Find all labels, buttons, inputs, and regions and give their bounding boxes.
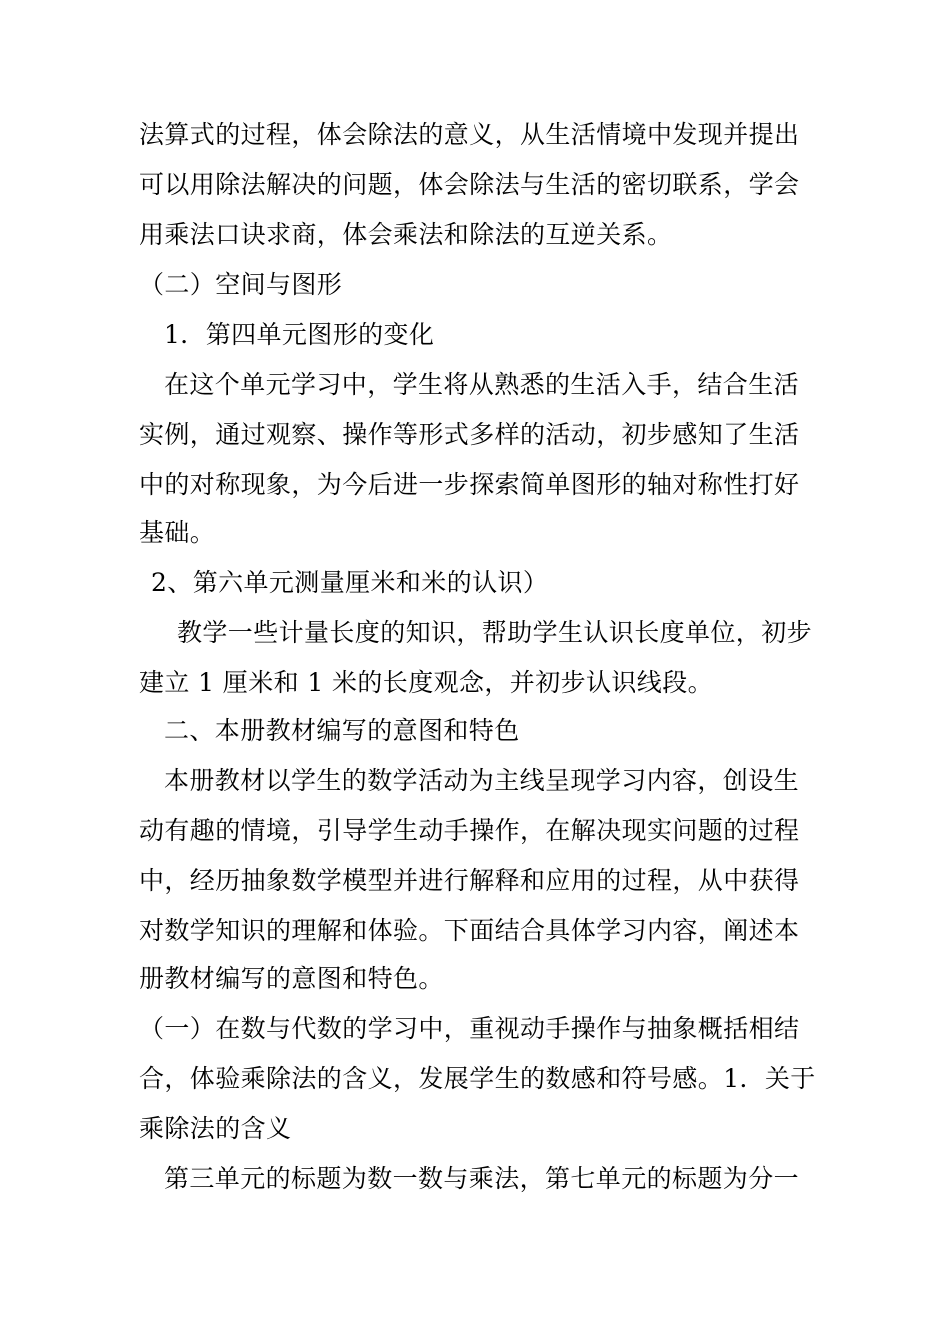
text-line-20: 合，体验乘除法的含义，发展学生的数感和符号感。1．关于	[139, 1064, 816, 1093]
subheading-unit-six: 2、第六单元测量厘米和米的认识）	[151, 568, 549, 597]
subheading-unit-four: 1．第四单元图形的变化	[164, 320, 435, 349]
text-line-7: 实例，通过观察、操作等形式多样的活动，初步感知了生活	[139, 420, 800, 449]
section-heading-number-algebra: （一）在数与代数的学习中，重视动手操作与抽象概括相结	[139, 1014, 800, 1043]
text-line-14: 本册教材以学生的数学活动为主线呈现学习内容，创设生	[164, 766, 800, 795]
text-line-1: 法算式的过程，体会除法的意义，从生活情境中发现并提出	[139, 120, 800, 149]
text-line-3: 用乘法口诀求商，体会乘法和除法的互逆关系。	[139, 220, 673, 249]
text-line-2: 可以用除法解决的问题，体会除法与生活的密切联系，学会	[139, 170, 800, 199]
text-line-11: 教学一些计量长度的知识，帮助学生认识长度单位，初步	[177, 618, 813, 647]
text-line-8: 中的对称现象，为今后进一步探索简单图形的轴对称性打好	[139, 470, 800, 499]
section-heading-intent: 二、本册教材编写的意图和特色	[164, 716, 520, 745]
text-line-6: 在这个单元学习中，学生将从熟悉的生活入手，结合生活	[164, 370, 800, 399]
text-line-18: 册教材编写的意图和特色。	[139, 964, 444, 993]
section-heading-space-shape: （二）空间与图形	[139, 270, 343, 299]
text-line-16: 中，经历抽象数学模型并进行解释和应用的过程，从中获得	[139, 866, 800, 895]
text-line-9: 基础。	[139, 518, 216, 547]
text-line-15: 动有趣的情境，引导学生动手操作，在解决现实问题的过程	[139, 816, 800, 845]
text-line-21: 乘除法的含义	[139, 1114, 292, 1143]
text-line-22: 第三单元的标题为数一数与乘法，第七单元的标题为分一	[164, 1164, 800, 1193]
text-line-12: 建立 1 厘米和 1 米的长度观念，并初步认识线段。	[139, 668, 714, 697]
text-line-17: 对数学知识的理解和体验。下面结合具体学习内容，阐述本	[139, 916, 800, 945]
